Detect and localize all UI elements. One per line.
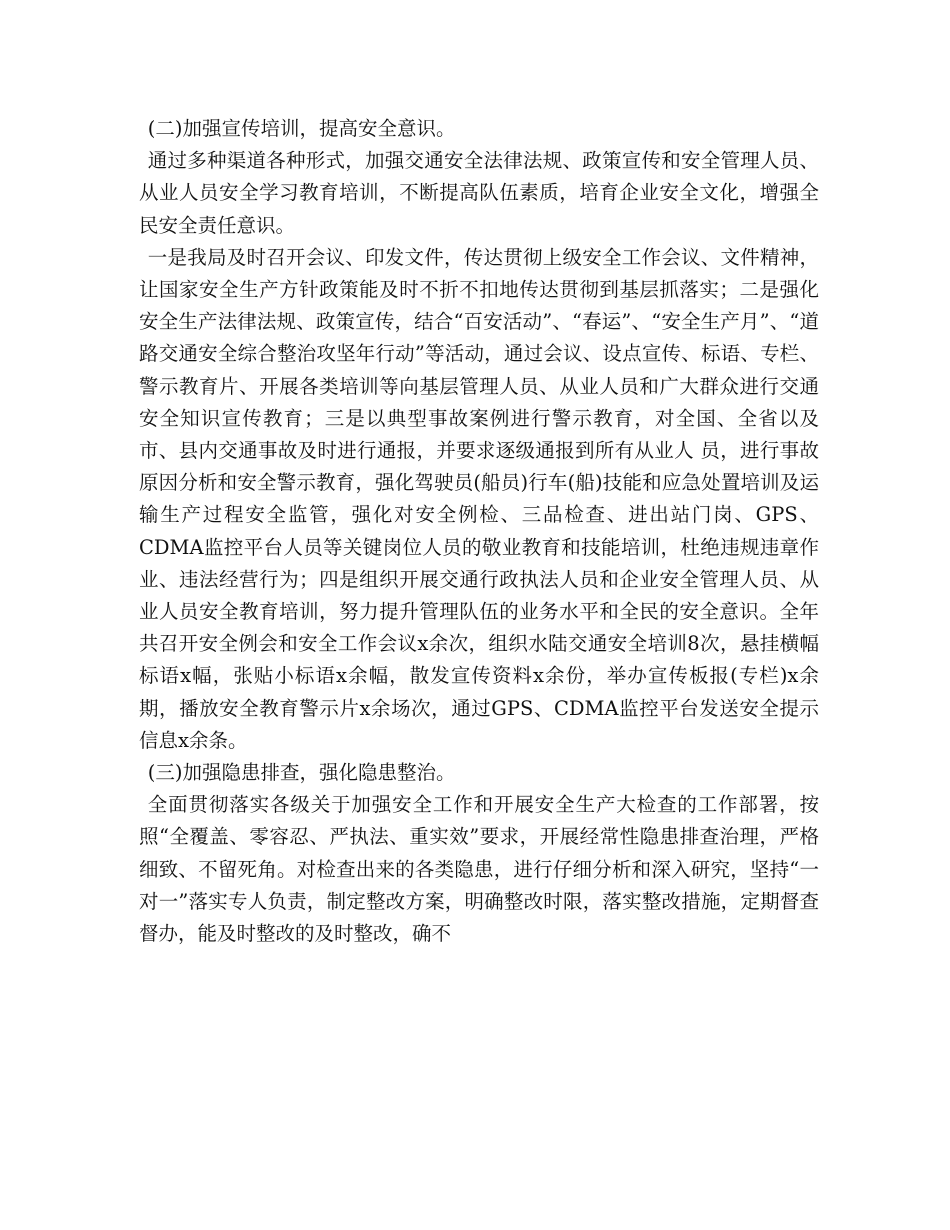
paragraph-publicity-overview: 通过多种渠道各种形式，加强交通安全法律法规、政策宣传和安全管理人员、从业人员安全学习教育培训，不断提高队伍素质，培育企业安全文化，增强全民安全责任意识。: [139, 149, 819, 237]
section-heading-publicity-training: (二)加强宣传培训，提高安全意识。: [147, 117, 456, 140]
paragraph-hazard-inspection: 全面贯彻落实各级关于加强安全工作和开展安全生产大检查的工作部署，按照“全覆盖、零容忍、严执法、重实效”要求，开展经常性隐患排查治理，严格细致、不留死角。对检查出来的各类隐患，进行仔细分析和深入研究，坚持“一对一”落实专人负责，制定整改方案，明确整改时限，落实整改措施，定期督查督办，能及时整改的及时整改，确不: [139, 793, 819, 946]
paragraph-publicity-measures: 一是我局及时召开会议、印发文件，传达贯彻上级安全工作会议、文件精神，让国家安全生产方针政策能及时不折不扣地传达贯彻到基层抓落实；二是强化安全生产法律法规、政策宣传，结合“百安活动”、“春运”、“安全生产月”、“道路交通安全综合整治攻坚年行动”等活动，通过会议、设点宣传、标语、专栏、警示教育片、开展各类培训等向基层管理人员、从业人员和广大群众进行交通安全知识宣传教育；三是以典型事故案例进行警示教育，对全国、全省以及市、县内交通事故及时进行通报，并要求逐级通报到所有从业人 员，进行事故原因分析和安全警示教育，强化驾驶员(船员)行车(船)技能和应急处置培训及运输生产过程安全监管，强化对安全例检、三品检查、进出站门岗、GPS、CDMA监控平台人员等关键岗位人员的敬业教育和技能培训，杜绝违规违章作业、违法经营行为；四是组织开展交通行政执法人员和企业安全管理人员、从业人员安全教育培训，努力提升管理队伍的业务水平和全民的安全意识。全年共召开安全例会和安全工作会议x余次，组织水陆交通安全培训8次，悬挂横幅标语x幅，张贴小标语x余幅，散发宣传资料x余份，举办宣传板报(专栏)x余期，播放安全教育警示片x余场次，通过GPS、CDMA监控平台发送安全提示信息x余条。: [139, 245, 819, 752]
document-body: [139, 113, 819, 950]
section-heading-hazard-inspection: (三)加强隐患排查，强化隐患整治。: [147, 761, 456, 785]
